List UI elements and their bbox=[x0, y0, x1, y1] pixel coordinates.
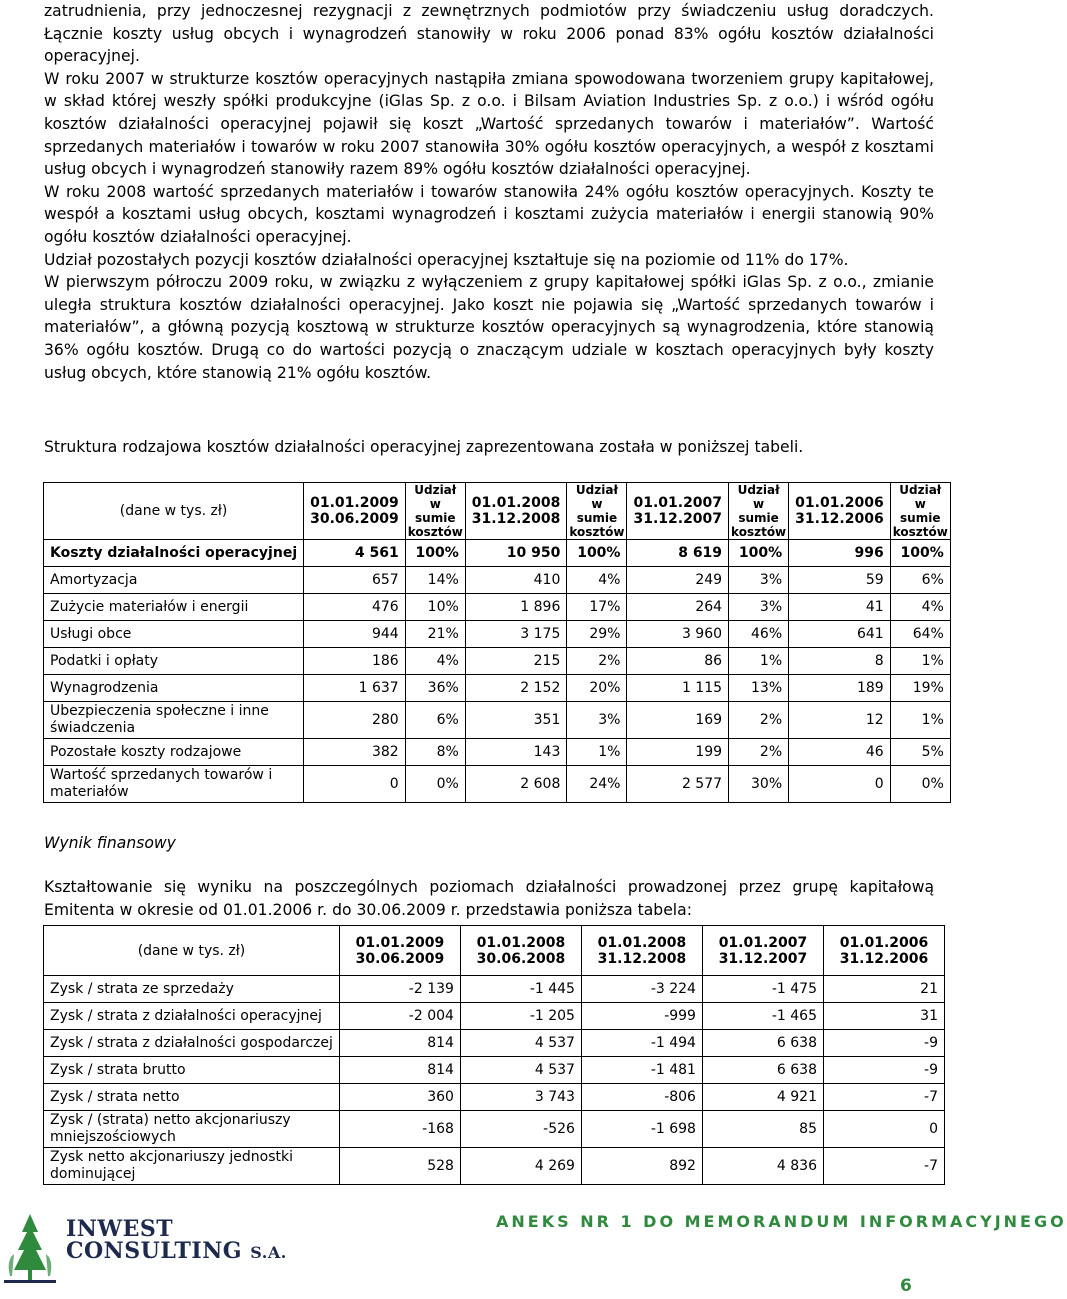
table-cell: 5% bbox=[890, 739, 950, 766]
table-cell: 46% bbox=[729, 621, 789, 648]
table-cell: 1% bbox=[567, 739, 627, 766]
row-label: Podatki i opłaty bbox=[44, 648, 304, 675]
table-cell: 8% bbox=[405, 739, 465, 766]
table-cell: -3 224 bbox=[581, 976, 702, 1003]
table-cell: 641 bbox=[789, 621, 891, 648]
period-header: 01.01.2008 30.06.2008 bbox=[460, 926, 581, 976]
table-cell: 59 bbox=[789, 567, 891, 594]
period-header: 01.01.2008 31.12.2008 bbox=[581, 926, 702, 976]
table2-intro-text: Kształtowanie się wyniku na poszczególnych poziomach działalności prowadzonej przez grupę kapitałową Emitenta w okresie od 01.01.2006 r. do 30.06.2009 r. przedstawia poniższa tabela: bbox=[44, 878, 934, 919]
body-text bbox=[44, 0, 934, 384]
table-cell: 2% bbox=[729, 739, 789, 766]
table-cell: 1% bbox=[729, 648, 789, 675]
table-row bbox=[44, 675, 951, 702]
document-title: ANEKS NR 1 DO MEMORANDUM INFORMACYJNEGO bbox=[496, 1212, 1067, 1231]
table-cell: 6 638 bbox=[702, 1057, 823, 1084]
table-cell: 4 537 bbox=[460, 1057, 581, 1084]
table-cell: -7 bbox=[823, 1084, 944, 1111]
period-header: 01.01.2006 31.12.2006 bbox=[823, 926, 944, 976]
row-label: Zysk / strata netto bbox=[44, 1084, 340, 1111]
table-cell: 360 bbox=[339, 1084, 460, 1111]
table-cell: 2% bbox=[729, 702, 789, 739]
table-cell: 186 bbox=[304, 648, 406, 675]
table-cell: 20% bbox=[567, 675, 627, 702]
table-cell: 528 bbox=[339, 1148, 460, 1185]
table-cell: 0% bbox=[405, 766, 465, 803]
table-cell: -526 bbox=[460, 1111, 581, 1148]
table-cell: 4% bbox=[890, 594, 950, 621]
paragraph-4: Udział pozostałych pozycji kosztów działalności operacyjnej kształtuje się na poziomie od 11% do 17%. bbox=[44, 250, 849, 269]
table-cell: 215 bbox=[465, 648, 567, 675]
table-cell: -2 139 bbox=[339, 976, 460, 1003]
unit-label: (dane w tys. zł) bbox=[44, 483, 304, 540]
table-cell: 1% bbox=[890, 648, 950, 675]
table-cell: 944 bbox=[304, 621, 406, 648]
table-cell: -1 481 bbox=[581, 1057, 702, 1084]
row-label: Zysk / strata z działalności operacyjnej bbox=[44, 1003, 340, 1030]
period-header: 01.01.2007 31.12.2007 bbox=[627, 483, 729, 540]
row-label: Zysk / strata ze sprzedaży bbox=[44, 976, 340, 1003]
row-label: Pozostałe koszty rodzajowe bbox=[44, 739, 304, 766]
table-cell: 2 577 bbox=[627, 766, 729, 803]
table-row bbox=[44, 1148, 945, 1185]
table-cell: 0 bbox=[789, 766, 891, 803]
table-row bbox=[44, 1030, 945, 1057]
table-row bbox=[44, 766, 951, 803]
table-cell: 264 bbox=[627, 594, 729, 621]
table-cell: -1 205 bbox=[460, 1003, 581, 1030]
section-title: Wynik finansowy bbox=[44, 834, 176, 852]
table-cell: 41 bbox=[789, 594, 891, 621]
table-cell: 12 bbox=[789, 702, 891, 739]
row-label: Zysk / strata brutto bbox=[44, 1057, 340, 1084]
table-cell: 657 bbox=[304, 567, 406, 594]
table-row bbox=[44, 621, 951, 648]
table-cell: 4% bbox=[405, 648, 465, 675]
table-cell: 3% bbox=[729, 594, 789, 621]
table-cell: 2% bbox=[567, 648, 627, 675]
table-row bbox=[44, 594, 951, 621]
row-label: Zużycie materiałów i energii bbox=[44, 594, 304, 621]
table-row bbox=[44, 1084, 945, 1111]
table-cell: 85 bbox=[702, 1111, 823, 1148]
costs-table bbox=[43, 482, 951, 803]
paragraph-3: W roku 2008 wartość sprzedanych materiałów i towarów stanowiła 24% ogółu kosztów operacyjnych. Koszty te wespół a kosztami usług obcych, kosztami wynagrodzeń i kosztami zużycia materiałów i energii stanowią 90% ogółu kosztów działalności operacyjnej. bbox=[44, 182, 934, 246]
table-cell: 4 921 bbox=[702, 1084, 823, 1111]
table-cell: 0 bbox=[304, 766, 406, 803]
period-header: 01.01.2007 31.12.2007 bbox=[702, 926, 823, 976]
table-cell: 36% bbox=[405, 675, 465, 702]
table-cell: 6% bbox=[405, 702, 465, 739]
results-table bbox=[43, 925, 945, 1185]
results-table-header bbox=[44, 926, 945, 976]
row-label: Koszty działalności operacyjnej bbox=[44, 540, 304, 567]
share-header: Udział w sumie kosztów bbox=[405, 483, 465, 540]
table-cell: 31 bbox=[823, 1003, 944, 1030]
share-header: Udział w sumie kosztów bbox=[567, 483, 627, 540]
company-name: INWEST CONSULTING S.A. bbox=[66, 1216, 287, 1264]
table-cell: -9 bbox=[823, 1057, 944, 1084]
table-cell: 100% bbox=[890, 540, 950, 567]
period-header: 01.01.2009 30.06.2009 bbox=[339, 926, 460, 976]
table-cell: 476 bbox=[304, 594, 406, 621]
table-row bbox=[44, 1111, 945, 1148]
table-cell: 3 960 bbox=[627, 621, 729, 648]
table-cell: 892 bbox=[581, 1148, 702, 1185]
table-cell: 24% bbox=[567, 766, 627, 803]
table-cell: 21% bbox=[405, 621, 465, 648]
table-cell: 21 bbox=[823, 976, 944, 1003]
row-label: Wartość sprzedanych towarów i materiałów bbox=[44, 766, 304, 803]
table-cell: 29% bbox=[567, 621, 627, 648]
table-cell: 3 743 bbox=[460, 1084, 581, 1111]
paragraph-2: W roku 2007 w strukturze kosztów operacyjnych nastąpiła zmiana spowodowana tworzeniem grupy kapitałowej, w skład której weszły spółki produkcyjne (iGlas Sp. z o.o. i Bilsam Aviation Industries Sp. z o.o.) i wśród ogółu kosztów działalności operacyjnej pojawił się koszt „Wartość sprzedanych towarów i materiałów”. Wartość sprzedanych materiałów i towarów w roku 2007 stanowiła 30% ogółu kosztów operacyjnych, a wespół z kosztami usług obcych i wynagrodzeń stanowiły razem 89% ogółu kosztów działalności operacyjnej. bbox=[44, 69, 934, 179]
table-cell: -1 445 bbox=[460, 976, 581, 1003]
table-cell: 4% bbox=[567, 567, 627, 594]
table-cell: 4 537 bbox=[460, 1030, 581, 1057]
period-header: 01.01.2006 31.12.2006 bbox=[789, 483, 891, 540]
table-cell: 13% bbox=[729, 675, 789, 702]
table2-intro bbox=[44, 876, 934, 921]
table-cell: 1% bbox=[890, 702, 950, 739]
table-cell: -1 465 bbox=[702, 1003, 823, 1030]
paragraph-5: W pierwszym półroczu 2009 roku, w związku z wyłączeniem z grupy kapitałowej spółki iGlas Sp. z o.o., zmianie uległa struktura kosztów działalności operacyjnej. Jako koszt nie pojawia się „Wartość sprzedanych towarów i materiałów”, a główną pozycją kosztową w strukturze kosztów operacyjnych są wynagrodzenia, które stanowią 36% ogółu kosztów. Drugą co do wartości pozycją o znaczącym udziale w kosztach operacyjnych były koszty usług obcych, które stanowią 21% ogółu kosztów. bbox=[44, 273, 934, 382]
table-cell: 30% bbox=[729, 766, 789, 803]
table-cell: 249 bbox=[627, 567, 729, 594]
table-cell: 1 115 bbox=[627, 675, 729, 702]
table-cell: 64% bbox=[890, 621, 950, 648]
table-cell: -9 bbox=[823, 1030, 944, 1057]
table-cell: -999 bbox=[581, 1003, 702, 1030]
table-cell: -2 004 bbox=[339, 1003, 460, 1030]
table-cell: 100% bbox=[405, 540, 465, 567]
period-header: 01.01.2008 31.12.2008 bbox=[465, 483, 567, 540]
table-row bbox=[44, 739, 951, 766]
row-label: Wynagrodzenia bbox=[44, 675, 304, 702]
row-label: Amortyzacja bbox=[44, 567, 304, 594]
table-cell: 143 bbox=[465, 739, 567, 766]
table-cell: 8 bbox=[789, 648, 891, 675]
table-cell: 86 bbox=[627, 648, 729, 675]
paragraph-1: zatrudnienia, przy jednoczesnej rezygnacji z zewnętrznych podmiotów przy świadczeniu usług doradczych. Łącznie koszty usług obcych i wynagrodzeń stanowiły w roku 2006 ponad 83% ogółu kosztów działalności operacyjnej. bbox=[44, 2, 934, 66]
table-cell: 4 269 bbox=[460, 1148, 581, 1185]
page-number: 6 bbox=[900, 1276, 912, 1296]
period-header: 01.01.2009 30.06.2009 bbox=[304, 483, 406, 540]
table-cell: 17% bbox=[567, 594, 627, 621]
table-cell: -806 bbox=[581, 1084, 702, 1111]
row-label: Usługi obce bbox=[44, 621, 304, 648]
table-cell: -1 494 bbox=[581, 1030, 702, 1057]
table-cell: 189 bbox=[789, 675, 891, 702]
table-cell: 3% bbox=[729, 567, 789, 594]
table-cell: 8 619 bbox=[627, 540, 729, 567]
table1-intro: Struktura rodzajowa kosztów działalności operacyjnej zaprezentowana została w poniższej tabeli. bbox=[44, 438, 804, 456]
table-cell: 6 638 bbox=[702, 1030, 823, 1057]
share-header: Udział w sumie kosztów bbox=[729, 483, 789, 540]
table-cell: 410 bbox=[465, 567, 567, 594]
table-row bbox=[44, 1003, 945, 1030]
table-cell: 100% bbox=[729, 540, 789, 567]
table-cell: 4 836 bbox=[702, 1148, 823, 1185]
costs-table-header bbox=[44, 483, 951, 540]
table-cell: -1 698 bbox=[581, 1111, 702, 1148]
table-cell: 3% bbox=[567, 702, 627, 739]
row-label: Ubezpieczenia społeczne i inne świadczenia bbox=[44, 702, 304, 739]
table-cell: 19% bbox=[890, 675, 950, 702]
table-cell: 169 bbox=[627, 702, 729, 739]
row-label: Zysk / (strata) netto akcjonariuszy mniejszościowych bbox=[44, 1111, 340, 1148]
table-row bbox=[44, 702, 951, 739]
table-cell: -7 bbox=[823, 1148, 944, 1185]
table-cell: 2 152 bbox=[465, 675, 567, 702]
table-cell: 3 175 bbox=[465, 621, 567, 648]
table-cell: 10% bbox=[405, 594, 465, 621]
table-cell: 4 561 bbox=[304, 540, 406, 567]
table-cell: 14% bbox=[405, 567, 465, 594]
table-cell: 1 637 bbox=[304, 675, 406, 702]
table-row bbox=[44, 648, 951, 675]
table-cell: 351 bbox=[465, 702, 567, 739]
table-cell: 0% bbox=[890, 766, 950, 803]
unit-label: (dane w tys. zł) bbox=[44, 926, 340, 976]
table-cell: -1 475 bbox=[702, 976, 823, 1003]
row-label: Zysk netto akcjonariuszy jednostki dominującej bbox=[44, 1148, 340, 1185]
table-cell: 996 bbox=[789, 540, 891, 567]
table-cell: 382 bbox=[304, 739, 406, 766]
table-cell: 2 608 bbox=[465, 766, 567, 803]
table-cell: 280 bbox=[304, 702, 406, 739]
table-row bbox=[44, 540, 951, 567]
row-label: Zysk / strata z działalności gospodarczej bbox=[44, 1030, 340, 1057]
table-cell: 814 bbox=[339, 1030, 460, 1057]
table-cell: 1 896 bbox=[465, 594, 567, 621]
table-cell: 199 bbox=[627, 739, 729, 766]
table-cell: 0 bbox=[823, 1111, 944, 1148]
table-row bbox=[44, 1057, 945, 1084]
table-cell: 46 bbox=[789, 739, 891, 766]
table-cell: 6% bbox=[890, 567, 950, 594]
table-cell: 100% bbox=[567, 540, 627, 567]
table-cell: 814 bbox=[339, 1057, 460, 1084]
table-cell: -168 bbox=[339, 1111, 460, 1148]
table-row bbox=[44, 567, 951, 594]
share-header: Udział w sumie kosztów bbox=[890, 483, 950, 540]
table-row bbox=[44, 976, 945, 1003]
table-cell: 10 950 bbox=[465, 540, 567, 567]
